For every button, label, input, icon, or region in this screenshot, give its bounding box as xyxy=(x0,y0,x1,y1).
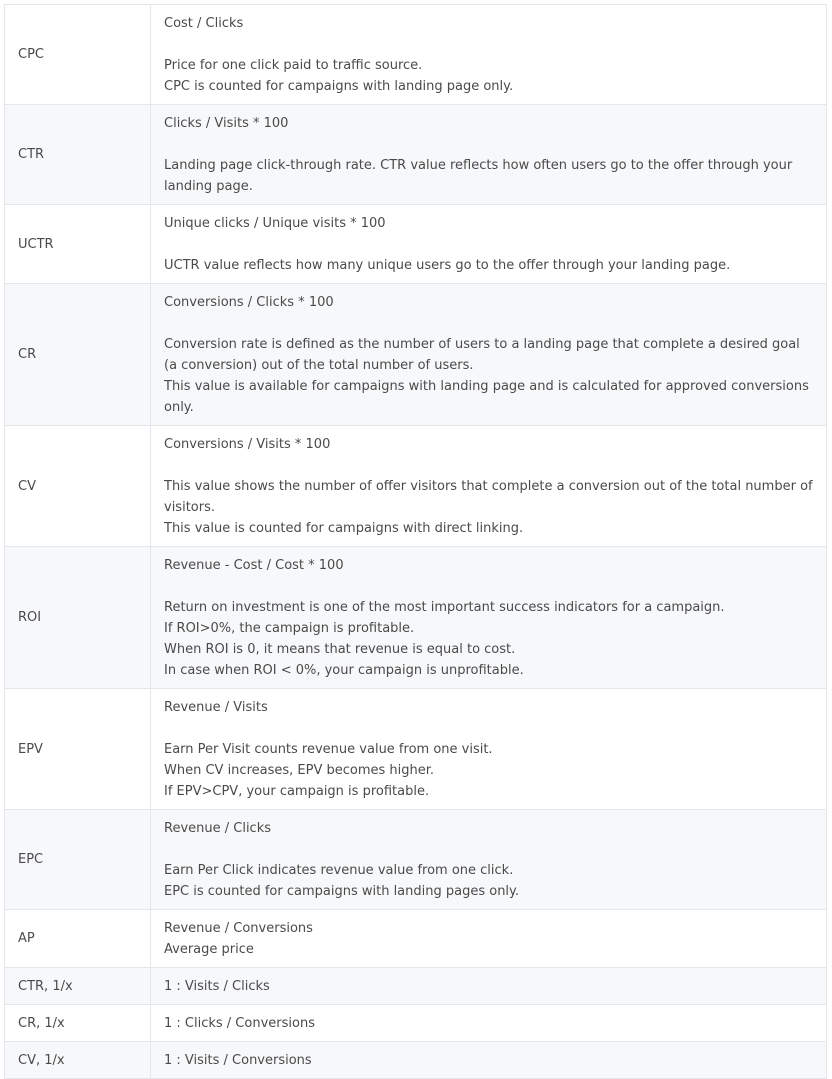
metric-description-line: Earn Per Visit counts revenue value from one visit. xyxy=(164,742,493,757)
table-row xyxy=(5,1005,827,1042)
metric-formula: Revenue / Conversions xyxy=(164,921,313,936)
metric-name-cell xyxy=(5,205,151,284)
metric-description xyxy=(164,860,814,902)
metric-name: CR xyxy=(18,347,37,362)
metric-description-line: If EPV>CPV, your campaign is profitable. xyxy=(164,784,430,799)
metric-description-cell xyxy=(151,5,827,105)
metric-description-cell xyxy=(151,205,827,284)
metric-formula: Cost / Clicks xyxy=(164,16,244,31)
table-row xyxy=(5,810,827,910)
metric-name: EPC xyxy=(18,852,44,867)
metric-formula: Conversions / Clicks * 100 xyxy=(164,295,334,310)
metric-description xyxy=(164,155,814,197)
metric-name-cell xyxy=(5,910,151,968)
metric-description-cell xyxy=(151,968,827,1005)
metric-description-line: When CV increases, EPV becomes higher. xyxy=(164,763,435,778)
metric-description-line: UCTR value reflects how many unique users go to the offer through your landing page. xyxy=(164,258,731,273)
metric-description-cell xyxy=(151,689,827,810)
metric-formula: Clicks / Visits * 100 xyxy=(164,116,289,131)
metric-description-cell xyxy=(151,1005,827,1042)
metric-name-cell xyxy=(5,284,151,426)
metric-description-line: Landing page click-through rate. CTR value reflects how often users go to the offer through your landing page. xyxy=(164,158,793,194)
table-row xyxy=(5,284,827,426)
table-row xyxy=(5,910,827,968)
metric-description-line: Return on investment is one of the most important success indicators for a campaign. xyxy=(164,600,725,615)
metric-name: CTR xyxy=(18,147,45,162)
metric-formula: Revenue / Visits xyxy=(164,700,268,715)
metric-name-cell xyxy=(5,810,151,910)
metric-formula: 1 : Visits / Conversions xyxy=(164,1053,312,1068)
metric-formula: Revenue - Cost / Cost * 100 xyxy=(164,558,344,573)
metric-name: UCTR xyxy=(18,236,54,252)
metric-description-line: This value is counted for campaigns with direct linking. xyxy=(164,521,524,536)
metric-name-cell xyxy=(5,105,151,205)
metric-formula: Unique clicks / Unique visits * 100 xyxy=(164,216,386,231)
metric-description-cell xyxy=(151,426,827,547)
metric-name: EPV xyxy=(18,741,43,757)
metric-description-cell xyxy=(151,547,827,689)
metric-description xyxy=(164,476,814,539)
metric-name: CTR, 1/x xyxy=(18,978,73,994)
metric-description xyxy=(164,939,814,960)
metric-name-cell xyxy=(5,1005,151,1042)
metric-name: ROI xyxy=(18,610,42,625)
metric-description-line: Average price xyxy=(164,942,254,957)
metric-description-line: Price for one click paid to traffic source. xyxy=(164,58,423,73)
metric-name: CV xyxy=(18,478,36,494)
metric-name: AP xyxy=(18,931,35,946)
metric-name-cell xyxy=(5,1042,151,1079)
metric-description-cell xyxy=(151,810,827,910)
metric-formula: 1 : Visits / Clicks xyxy=(164,979,270,994)
metric-description xyxy=(164,55,814,97)
metric-description-line: This value is available for campaigns with landing page and is calculated for approved conversions only. xyxy=(164,379,809,415)
metric-description-cell xyxy=(151,105,827,205)
metrics-table xyxy=(4,4,827,1079)
table-row xyxy=(5,547,827,689)
metric-name-cell xyxy=(5,968,151,1005)
metric-description-cell xyxy=(151,910,827,968)
table-row xyxy=(5,426,827,547)
metric-description-line: This value shows the number of offer visitors that complete a conversion out of the total number of visitors. xyxy=(164,479,813,515)
metric-formula: Revenue / Clicks xyxy=(164,821,272,836)
table-row xyxy=(5,689,827,810)
metric-description-line: CPC is counted for campaigns with landing page only. xyxy=(164,79,514,94)
metric-formula: Conversions / Visits * 100 xyxy=(164,437,331,452)
metric-description-line: Conversion rate is defined as the number of users to a landing page that complete a desired goal (a conversion) out of the total number of users. xyxy=(164,337,800,373)
metric-name-cell xyxy=(5,5,151,105)
metric-name: CPC xyxy=(18,47,44,62)
metric-name-cell xyxy=(5,547,151,689)
metric-formula: 1 : Clicks / Conversions xyxy=(164,1016,315,1031)
metric-name: CV, 1/x xyxy=(18,1052,65,1068)
metric-description xyxy=(164,739,814,802)
table-row xyxy=(5,105,827,205)
metric-description xyxy=(164,597,814,681)
metric-description xyxy=(164,255,814,276)
metric-name-cell xyxy=(5,426,151,547)
table-row xyxy=(5,205,827,284)
metric-description-line: In case when ROI < 0%, your campaign is unprofitable. xyxy=(164,663,524,678)
metric-description-line: When ROI is 0, it means that revenue is equal to cost. xyxy=(164,642,516,657)
metric-description-line: Earn Per Click indicates revenue value from one click. xyxy=(164,863,514,878)
table-row xyxy=(5,1042,827,1079)
metric-description-line: If ROI>0%, the campaign is profitable. xyxy=(164,621,415,636)
metric-name: CR, 1/x xyxy=(18,1015,65,1031)
table-row xyxy=(5,5,827,105)
metric-description xyxy=(164,334,814,418)
table-row xyxy=(5,968,827,1005)
metric-description-cell xyxy=(151,1042,827,1079)
metrics-table-body xyxy=(5,5,827,1079)
metric-description-cell xyxy=(151,284,827,426)
metric-name-cell xyxy=(5,689,151,810)
metric-description-line: EPC is counted for campaigns with landing pages only. xyxy=(164,884,520,899)
